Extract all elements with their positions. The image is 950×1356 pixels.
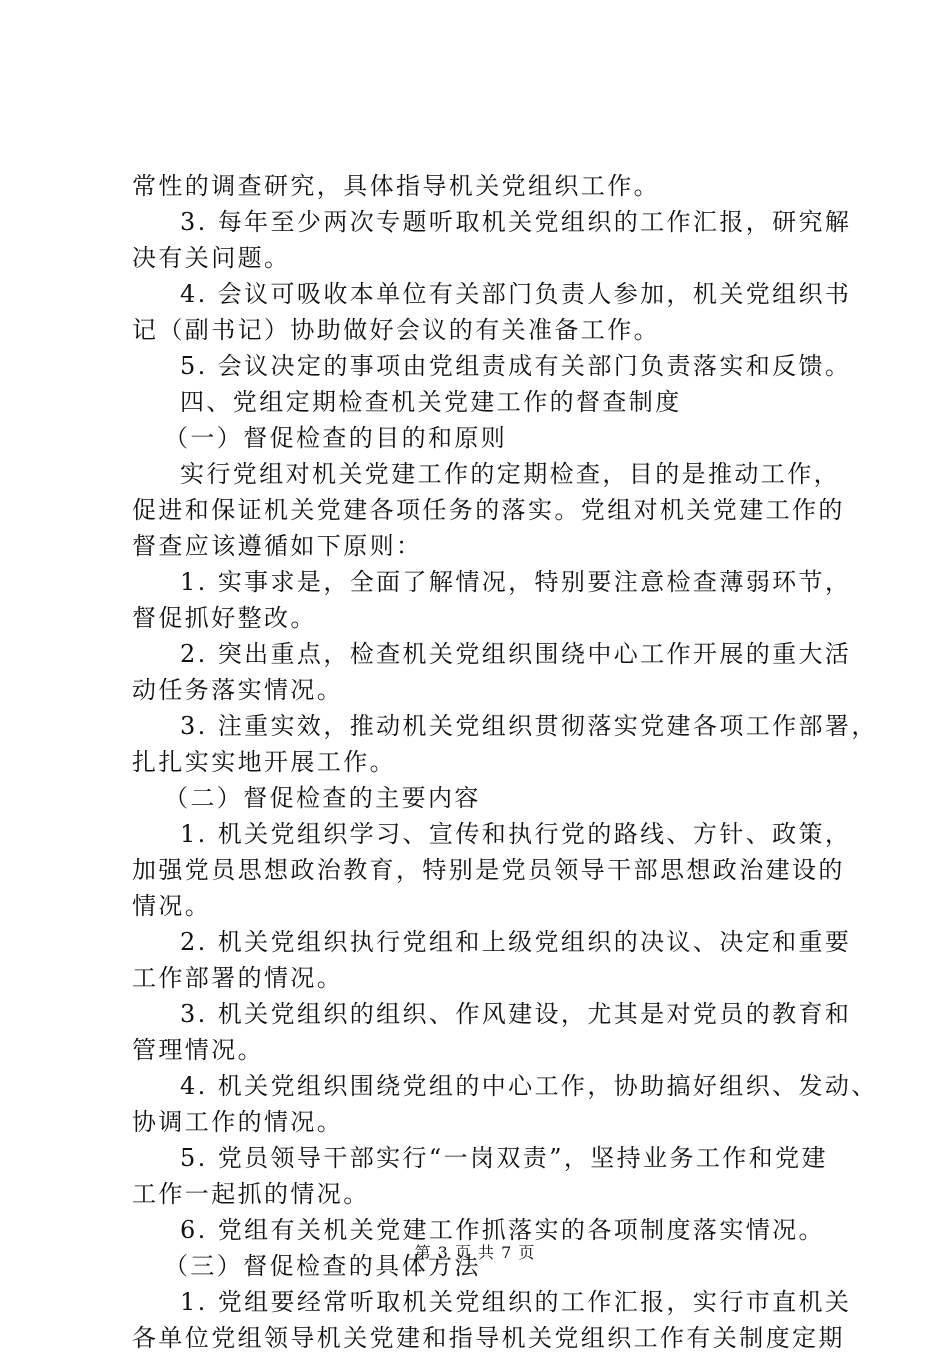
paragraph-line: 2. 机关党组织执行党组和上级党组织的决议、决定和重要 xyxy=(180,928,852,956)
paragraph-line: 1. 实事求是，全面了解情况，特别要注意检查薄弱环节， xyxy=(180,568,852,596)
paragraph-line: 6. 党组有关机关党建工作抓落实的各项制度落实情况。 xyxy=(180,1216,825,1244)
paragraph-line: 3. 注重实效，推动机关党组织贯彻落实党建各项工作部署， xyxy=(180,712,878,740)
subsection-heading: （一）督促检查的目的和原则 xyxy=(164,424,508,452)
subsection-heading: （二）督促检查的主要内容 xyxy=(164,784,481,812)
section-heading: 四、党组定期检查机关党建工作的督查制度 xyxy=(180,388,682,416)
document-body xyxy=(132,168,878,1356)
paragraph-line: 2. 突出重点，检查机关党组织围绕中心工作开展的重大活 xyxy=(180,640,852,668)
paragraph-line: 加强党员思想政治教育，特别是党员领导干部思想政治建设的 xyxy=(132,856,845,884)
paragraph-line: 促进和保证机关党建各项任务的落实。党组对机关党建工作的 xyxy=(132,496,845,524)
paragraph-line: 5. 会议决定的事项由党组责成有关部门负责落实和反馈。 xyxy=(180,352,852,380)
paragraph-line: 工作部署的情况。 xyxy=(132,964,344,992)
paragraph-line: 3. 每年至少两次专题听取机关党组织的工作汇报，研究解 xyxy=(180,208,852,236)
paragraph-line: 督促抓好整改。 xyxy=(132,604,317,632)
paragraph-line: 督查应该遵循如下原则： xyxy=(132,532,423,560)
paragraph-line: 扎扎实实地开展工作。 xyxy=(132,748,396,776)
paragraph-line: 动任务落实情况。 xyxy=(132,676,344,704)
paragraph-line: 情况。 xyxy=(132,892,212,920)
paragraph-line: 决有关问题。 xyxy=(132,244,291,272)
paragraph-line: 管理情况。 xyxy=(132,1036,264,1064)
paragraph-line: 1. 机关党组织学习、宣传和执行党的路线、方针、政策， xyxy=(180,820,852,848)
paragraph-line: 4. 会议可吸收本单位有关部门负责人参加，机关党组织书 xyxy=(180,280,852,308)
paragraph-line: 3. 机关党组织的组织、作风建设，尤其是对党员的教育和 xyxy=(180,1000,852,1028)
paragraph-line: 各单位党组领导机关党建和指导机关党组织工作有关制度定期 xyxy=(132,1324,845,1352)
subsection-heading: （三）督促检查的具体方法 xyxy=(164,1252,481,1280)
page-number: 第 3 页 共 7 页 xyxy=(414,1243,536,1262)
paragraph-line: 实行党组对机关党建工作的定期检查，目的是推动工作， xyxy=(180,460,840,488)
paragraph-line: 4. 机关党组织围绕党组的中心工作，协助搞好组织、发动、 xyxy=(180,1072,878,1100)
page-footer xyxy=(0,1240,950,1263)
paragraph-line: 5. 党员领导干部实行“一岗双责”，坚持业务工作和党建 xyxy=(180,1144,828,1172)
paragraph-line: 常性的调查研究，具体指导机关党组织工作。 xyxy=(132,172,660,200)
paragraph-line: 协调工作的情况。 xyxy=(132,1108,344,1136)
paragraph-line: 工作一起抓的情况。 xyxy=(132,1180,370,1208)
paragraph-line: 记（副书记）协助做好会议的有关准备工作。 xyxy=(132,316,660,344)
paragraph-line: 1. 党组要经常听取机关党组织的工作汇报，实行市直机关 xyxy=(180,1288,852,1316)
